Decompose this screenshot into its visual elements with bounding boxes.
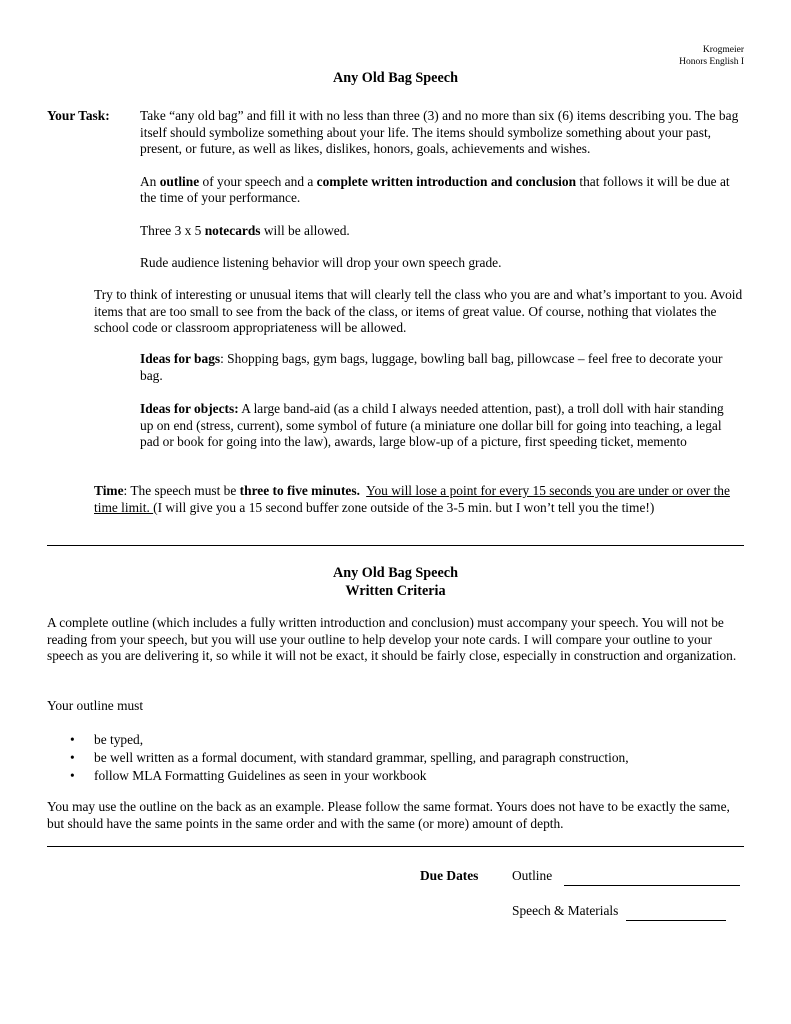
header-info [679,45,744,68]
course-name: Honors English I [679,56,744,67]
due-speech-label: Speech & Materials [512,903,619,918]
criteria-subtitle: Written Criteria [345,583,446,599]
audience-rule: Rude audience listening behavior will drop your own speech grade. [140,255,502,270]
bullet-icon: • [70,750,75,765]
criteria-intro: A complete outline (which includes a fully written introduction and conclusion) must accompany your speech. You will not be reading from your speech, but you will use your outline to help develop your note cards. I will compare your outline to your speech as you are delivering it, so while it will not be exact, it should be fairly close, especially in construction and organization. [47,615,737,663]
bullet-icon: • [70,732,75,747]
speech-date-blank [626,903,726,921]
teacher-name: Krogmeier [702,45,744,55]
outline-requirement: An outline of your speech and a complete written introduction and conclusion that follows it will be due at the time of your performance. [140,173,730,205]
criteria-title: Any Old Bag Speech [333,565,458,581]
time-rule: Time: The speech must be three to five minutes. You will lose a point for every 15 seconds you are under or over the time limit. (I will give you a 15 second buffer zone outside of the 3-5 min. but I won’t tell you the time!) [94,483,730,515]
due-dates-label: Due Dates [420,868,479,883]
task-paragraph: Take “any old bag” and fill it with no less than three (3) and no more than six (6) items describing you. The bag itself should symbolize something about your life. The items should symbolize something about your past, present, or future, as well as likes, dislikes, honors, goals, achievements and wishes. [140,108,739,156]
requirements-list [70,732,744,787]
list-item: • be well written as a formal document, with standard grammar, spelling, and paragraph construction, [70,750,629,765]
ideas-bags: Ideas for bags: Shopping bags, gym bags, luggage, bowling ball bag, pillowcase – feel free to decorate your bag. [140,351,723,383]
due-speech-row [512,903,726,921]
list-item: • be typed, [70,732,144,747]
notecards-rule: Three 3 x 5 notecards will be allowed. [140,222,350,238]
ideas-objects: Ideas for objects: A large band-aid (as a child I always needed attention, past), a troll doll with hair standing up on end (stress, current), some symbol of future (a miniature one dollar bill for going into teaching, a legal pad or book for going into the law), awards, large blow-up of a picture, first speeding ticket, memento [140,401,724,449]
criteria-closing: You may use the outline on the back as an example. Please follow the same format. Yours does not have to be exactly the same, but should have the same points in the same order and with the same (or more) amount of depth. [47,799,730,831]
outline-date-blank [564,868,740,886]
task-label: Your Task: [47,108,110,123]
section-divider [47,545,744,546]
due-divider [47,846,744,847]
items-paragraph: Try to think of interesting or unusual items that will clearly tell the class who you are and what’s important to you. Avoid items that are too small to see from the back of the class, or items of great value. Of course, nothing that violates the school code or classroom appropriateness will be allowed. [94,287,743,335]
due-outline-label: Outline [512,868,553,883]
due-outline-row [512,868,740,886]
task-body [140,108,740,272]
page-title: Any Old Bag Speech [333,70,458,86]
list-item: • follow MLA Formatting Guidelines as seen in your workbook [70,768,427,783]
outline-must: Your outline must [47,698,144,713]
bullet-icon: • [70,768,75,783]
